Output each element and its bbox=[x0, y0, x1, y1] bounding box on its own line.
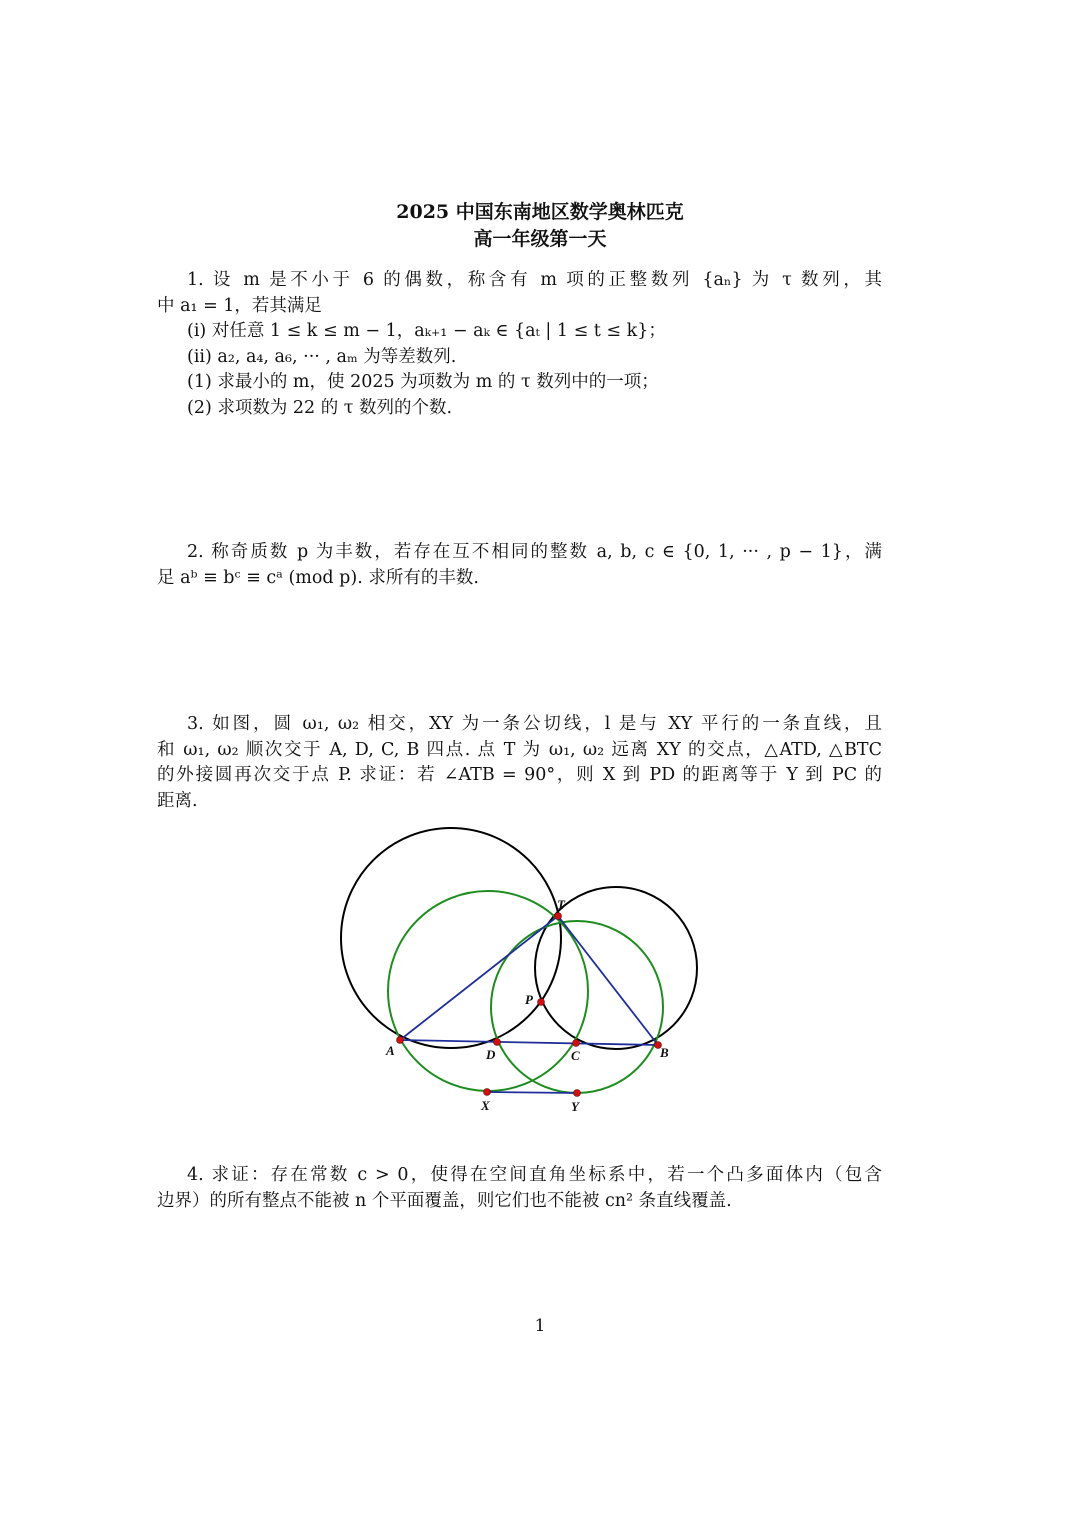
label-b: B bbox=[660, 1045, 669, 1060]
problem-2-line: 足 aᵇ ≡ bᶜ ≡ cᵃ (mod p). 求所有的丰数. bbox=[157, 567, 479, 588]
point-p bbox=[538, 999, 545, 1006]
point-a bbox=[397, 1037, 404, 1044]
problem-1-line: (1) 求最小的 m，使 2025 为项数为 m 的 τ 数列中的一项； bbox=[187, 372, 659, 392]
problem-2 bbox=[157, 540, 882, 591]
line-l bbox=[400, 1040, 658, 1045]
paper-title: 2025 中国东南地区数学奥林匹克 bbox=[396, 201, 684, 223]
problem-3-line: 的外接圆再次交于点 P. 求证：若 ∠ATB = 90°，则 X 到 PD 的距离等于 Y 到 PC 的 bbox=[157, 765, 882, 785]
point-c bbox=[573, 1040, 580, 1047]
problem-1-line: 中 a₁ = 1，若其满足 bbox=[157, 295, 322, 316]
label-t: T bbox=[557, 897, 565, 912]
paper-subtitle: 高一年级第一天 bbox=[473, 228, 607, 250]
problem-1-line: (2) 求项数为 22 的 τ 数列的个数. bbox=[187, 397, 453, 418]
segment-tb bbox=[558, 916, 658, 1045]
problem-1-line: (i) 对任意 1 ≤ k ≤ m − 1，aₖ₊₁ − aₖ ∈ {aₜ | 1 ≤ t ≤ k}； bbox=[187, 321, 666, 341]
label-y: Y bbox=[571, 1099, 579, 1114]
label-a: A bbox=[386, 1043, 395, 1058]
problem-1-line: (ii) a₂, a₄, a₆, ··· , aₘ 为等差数列. bbox=[187, 346, 457, 367]
problem-3 bbox=[157, 712, 882, 814]
problem-2-line: 2. 称奇质数 p 为丰数，若存在互不相同的整数 a, b, c ∈ {0, 1, ··· , p − 1}，满 bbox=[187, 542, 882, 562]
segment-xy bbox=[487, 1092, 577, 1093]
problem-4-line: 4. 求证：存在常数 c > 0，使得在空间直角坐标系中，若一个凸多面体内（包含 bbox=[187, 1165, 882, 1185]
page-number: 1 bbox=[534, 1316, 546, 1336]
point-t bbox=[555, 913, 562, 920]
point-d bbox=[494, 1039, 501, 1046]
problem-1-line: 1. 设 m 是不小于 6 的偶数，称含有 m 项的正整数列 {aₙ} 为 τ 数列，其 bbox=[187, 270, 882, 290]
problem-4 bbox=[157, 1163, 882, 1214]
label-x: X bbox=[481, 1098, 490, 1113]
circumcircle-atd bbox=[341, 828, 561, 1048]
point-x bbox=[484, 1089, 491, 1096]
label-d: D bbox=[486, 1047, 496, 1062]
problem-3-line: 3. 如图，圆 ω₁, ω₂ 相交，XY 为一条公切线，l 是与 XY 平行的一条直线，且 bbox=[187, 714, 882, 734]
label-c: C bbox=[571, 1048, 580, 1063]
problem-3-line: 距离. bbox=[157, 790, 198, 811]
segment-at bbox=[400, 916, 558, 1040]
problem-3-line: 和 ω₁, ω₂ 顺次交于 A, D, C, B 四点. 点 T 为 ω₁, ω₂ 远离 XY 的交点，△ATD, △BTC bbox=[157, 739, 882, 760]
geometry-figure bbox=[330, 822, 710, 1122]
problem-1 bbox=[157, 268, 882, 421]
label-p: P bbox=[525, 992, 533, 1007]
point-y bbox=[574, 1090, 581, 1097]
problem-4-line: 边界）的所有整点不能被 n 个平面覆盖，则它们也不能被 cn² 条直线覆盖. bbox=[157, 1190, 732, 1211]
